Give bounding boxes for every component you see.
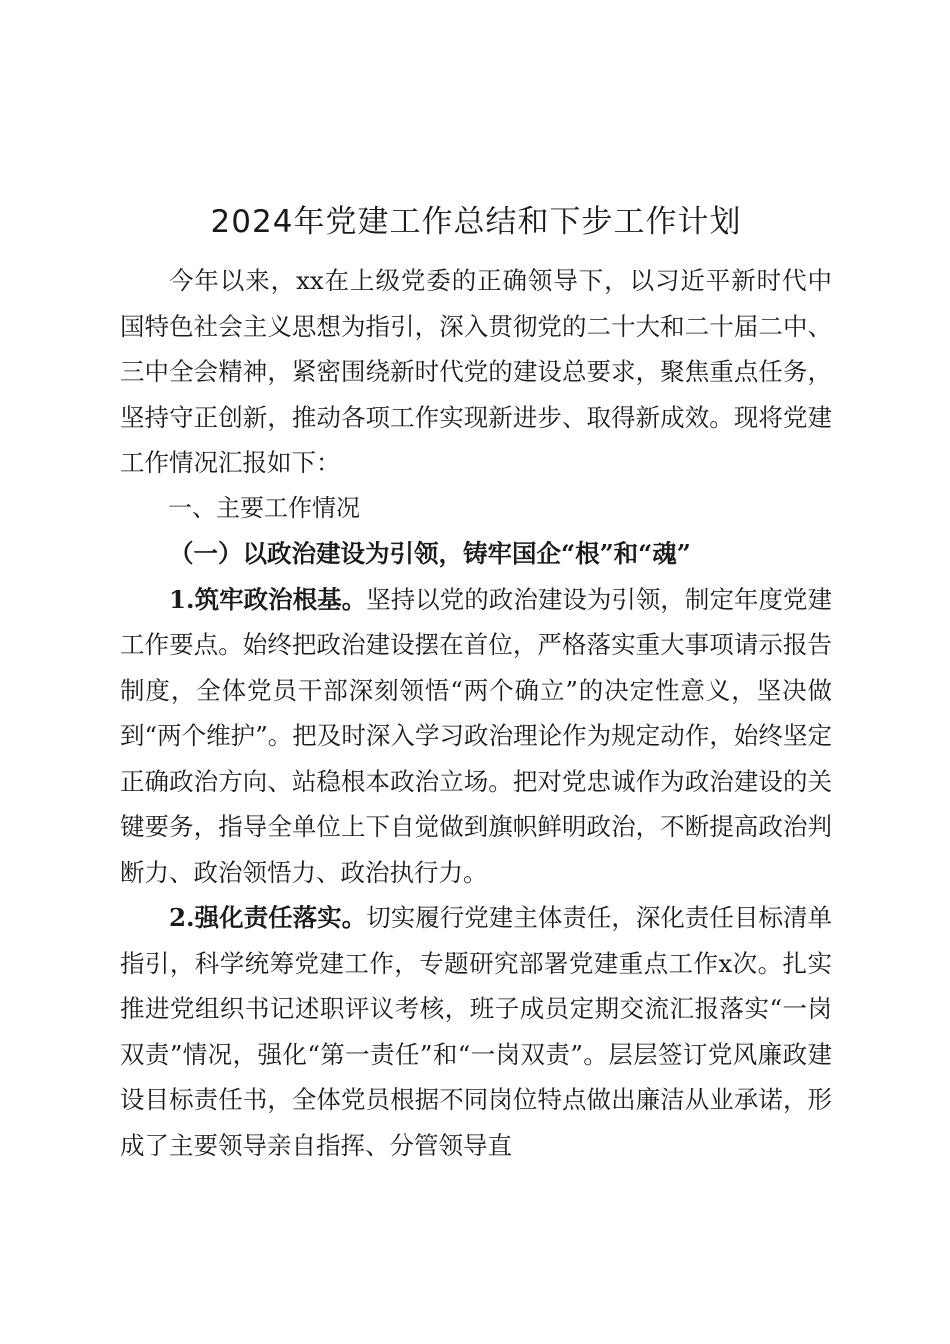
intro-paragraph: 今年以来，xx在上级党委的正确领导下，以习近平新时代中国特色社会主义思想为指引，深入贯彻党的二十大和二十届二中、三中全会精神，紧密围绕新时代党的建设总要求，聚焦重点任务，坚持守正创新，推动各项工作实现新进步、取得新成效。现将党建工作情况汇报如下： bbox=[120, 266, 832, 477]
item-lead-1: 1.筑牢政治根基。 bbox=[169, 584, 367, 614]
subsection-heading: （一）以政治建设为引领，铸牢国企“根”和“魂” bbox=[169, 539, 691, 568]
item-text-2: 切实履行党建主体责任，深化责任目标清单指引，科学统筹党建工作，专题研究部署党建重点工作x次。扎实推进党组织书记述职评议考核，班子成员定期交流汇报落实“一岗双责”情况，强化“第一责任”和“一岗双责”。层层签订党风廉政建设目标责任书，全体党员根据不同岗位特点做出廉洁从业承诺，形成了主要领导亲自指挥、分管领导直 bbox=[120, 903, 833, 1160]
document-title: 2024年党建工作总结和下步工作计划 bbox=[210, 204, 742, 240]
item-text-1: 坚持以党的政治建设为引领，制定年度党建工作要点。始终把政治建设摆在首位，严格落实重大事项请示报告制度，全体党员干部深刻领悟“两个确立”的决定性意义，坚决做到“两个维护”。把及时深入学习政治理论作为规定动作，始终坚定正确政治方向、站稳根本政治立场。把对党忠诚作为政治建设的关键要务，指导全单位上下自觉做到旗帜鲜明政治，不断提高政治判断力、政治领悟力、政治执行力。 bbox=[120, 584, 833, 887]
item-paragraph-2 bbox=[120, 895, 832, 1168]
section-heading: 一、主要工作情况 bbox=[168, 493, 360, 522]
item-lead-2: 2.强化责任落实。 bbox=[169, 903, 367, 932]
item-paragraph-1 bbox=[120, 577, 832, 896]
document-page bbox=[120, 180, 832, 1168]
